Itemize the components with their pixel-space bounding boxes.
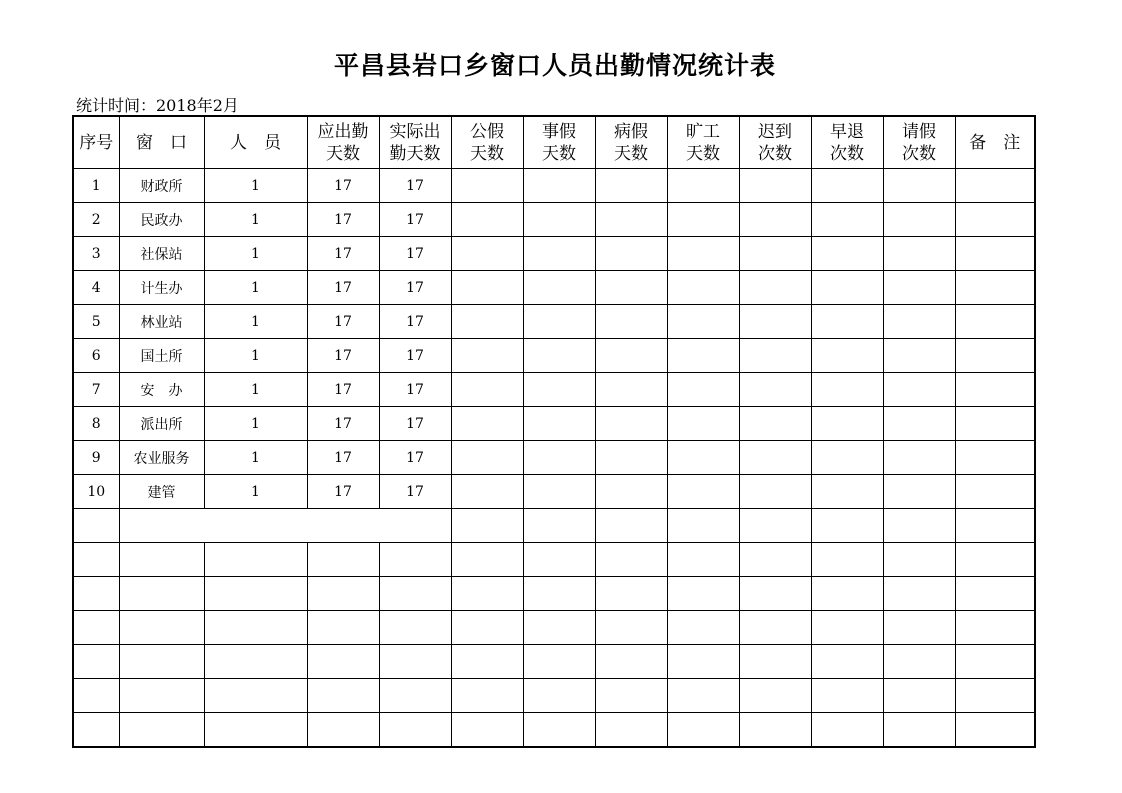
cell-empty xyxy=(119,611,204,645)
cell-empty xyxy=(667,373,739,407)
cell-empty xyxy=(811,373,883,407)
cell-empty xyxy=(667,543,739,577)
cell-actual-days: 17 xyxy=(379,305,451,339)
attendance-table xyxy=(72,115,1036,748)
table-row-blank xyxy=(73,645,1035,679)
header-sick-leave-line2: 天数 xyxy=(614,143,648,164)
cell-empty xyxy=(739,441,811,475)
cell-empty xyxy=(204,645,307,679)
cell-merged-empty xyxy=(119,509,451,543)
cell-empty xyxy=(811,611,883,645)
cell-due-days: 17 xyxy=(307,339,379,373)
cell-actual-days: 17 xyxy=(379,475,451,509)
cell-empty xyxy=(523,407,595,441)
table-row xyxy=(73,203,1035,237)
header-personal-leave xyxy=(523,116,595,169)
cell-empty xyxy=(811,509,883,543)
table-row xyxy=(73,305,1035,339)
cell-empty xyxy=(451,679,523,713)
cell-empty xyxy=(523,611,595,645)
cell-window: 社保站 xyxy=(119,237,204,271)
cell-empty xyxy=(811,271,883,305)
header-actual-days-line2: 勤天数 xyxy=(389,143,441,164)
cell-staff: 1 xyxy=(204,441,307,475)
cell-empty xyxy=(73,645,119,679)
cell-empty xyxy=(739,407,811,441)
cell-empty xyxy=(667,339,739,373)
table-row xyxy=(73,271,1035,305)
stat-time-label: 统计时间：2018年2月 xyxy=(76,96,239,115)
page-title: 平昌县岩口乡窗口人员出勤情况统计表 xyxy=(333,51,776,80)
cell-empty xyxy=(307,645,379,679)
cell-actual-days: 17 xyxy=(379,407,451,441)
cell-empty xyxy=(667,169,739,203)
cell-empty xyxy=(523,339,595,373)
header-early-leave-line1: 早退 xyxy=(830,121,864,142)
cell-empty xyxy=(451,645,523,679)
cell-empty xyxy=(119,543,204,577)
cell-empty xyxy=(739,373,811,407)
cell-empty xyxy=(204,611,307,645)
cell-empty xyxy=(811,169,883,203)
cell-empty xyxy=(119,645,204,679)
cell-staff: 1 xyxy=(204,237,307,271)
table-row-blank xyxy=(73,543,1035,577)
table-row xyxy=(73,237,1035,271)
cell-empty xyxy=(73,611,119,645)
cell-due-days: 17 xyxy=(307,305,379,339)
cell-seq: 4 xyxy=(73,271,119,305)
cell-empty xyxy=(523,373,595,407)
cell-empty xyxy=(523,475,595,509)
cell-empty xyxy=(451,203,523,237)
cell-empty xyxy=(955,373,1035,407)
cell-empty xyxy=(883,441,955,475)
cell-empty xyxy=(451,169,523,203)
cell-empty xyxy=(204,543,307,577)
cell-empty xyxy=(595,713,667,748)
cell-empty xyxy=(667,679,739,713)
cell-empty xyxy=(811,339,883,373)
cell-empty xyxy=(955,475,1035,509)
table-row xyxy=(73,339,1035,373)
cell-empty xyxy=(883,543,955,577)
header-due-days-line1: 应出勤 xyxy=(317,121,369,142)
header-actual-days-line1: 实际出 xyxy=(389,121,441,142)
cell-empty xyxy=(883,271,955,305)
cell-empty xyxy=(667,611,739,645)
cell-empty xyxy=(379,543,451,577)
cell-empty xyxy=(451,373,523,407)
cell-due-days: 17 xyxy=(307,203,379,237)
table-row-merged-blank xyxy=(73,509,1035,543)
cell-empty xyxy=(119,713,204,748)
cell-empty xyxy=(667,237,739,271)
cell-empty xyxy=(739,339,811,373)
cell-empty xyxy=(811,441,883,475)
cell-empty xyxy=(204,679,307,713)
cell-empty xyxy=(955,441,1035,475)
cell-empty xyxy=(667,203,739,237)
cell-empty xyxy=(811,475,883,509)
cell-window: 林业站 xyxy=(119,305,204,339)
header-absent-line1: 旷工 xyxy=(686,121,720,142)
cell-empty xyxy=(955,305,1035,339)
cell-empty xyxy=(595,339,667,373)
cell-empty xyxy=(955,645,1035,679)
table-row-blank xyxy=(73,611,1035,645)
cell-empty xyxy=(379,713,451,748)
cell-empty xyxy=(73,543,119,577)
cell-empty xyxy=(523,577,595,611)
cell-empty xyxy=(307,679,379,713)
cell-empty xyxy=(595,475,667,509)
cell-empty xyxy=(811,577,883,611)
cell-staff: 1 xyxy=(204,339,307,373)
cell-empty xyxy=(883,475,955,509)
header-seq: 序号 xyxy=(73,116,119,169)
cell-empty xyxy=(739,305,811,339)
cell-empty xyxy=(739,543,811,577)
cell-empty xyxy=(811,713,883,748)
cell-empty xyxy=(595,645,667,679)
cell-seq: 3 xyxy=(73,237,119,271)
cell-seq: 6 xyxy=(73,339,119,373)
cell-empty xyxy=(739,577,811,611)
cell-empty xyxy=(204,713,307,748)
cell-due-days: 17 xyxy=(307,373,379,407)
header-remarks: 备 注 xyxy=(955,116,1035,169)
cell-actual-days: 17 xyxy=(379,237,451,271)
table-row xyxy=(73,407,1035,441)
cell-empty xyxy=(883,305,955,339)
cell-staff: 1 xyxy=(204,407,307,441)
cell-empty xyxy=(811,543,883,577)
cell-due-days: 17 xyxy=(307,407,379,441)
cell-empty xyxy=(379,611,451,645)
cell-empty xyxy=(883,713,955,748)
cell-empty xyxy=(883,169,955,203)
cell-empty xyxy=(739,271,811,305)
cell-empty xyxy=(955,679,1035,713)
cell-empty xyxy=(667,645,739,679)
cell-empty xyxy=(204,577,307,611)
header-personal-leave-line2: 天数 xyxy=(542,143,576,164)
header-public-leave-line1: 公假 xyxy=(470,121,504,142)
cell-empty xyxy=(667,713,739,748)
cell-window: 建管 xyxy=(119,475,204,509)
cell-due-days: 17 xyxy=(307,271,379,305)
cell-empty xyxy=(883,611,955,645)
cell-empty xyxy=(955,713,1035,748)
cell-empty xyxy=(955,611,1035,645)
cell-empty xyxy=(451,543,523,577)
cell-empty xyxy=(739,203,811,237)
cell-empty xyxy=(595,679,667,713)
cell-empty xyxy=(73,509,119,543)
cell-seq: 7 xyxy=(73,373,119,407)
cell-empty xyxy=(595,543,667,577)
cell-empty xyxy=(883,509,955,543)
cell-due-days: 17 xyxy=(307,475,379,509)
cell-empty xyxy=(595,169,667,203)
cell-empty xyxy=(451,271,523,305)
cell-empty xyxy=(307,713,379,748)
table-row-blank xyxy=(73,679,1035,713)
header-personal-leave-line1: 事假 xyxy=(542,121,576,142)
cell-seq: 1 xyxy=(73,169,119,203)
cell-empty xyxy=(955,203,1035,237)
cell-actual-days: 17 xyxy=(379,169,451,203)
cell-empty xyxy=(739,237,811,271)
cell-empty xyxy=(883,203,955,237)
cell-empty xyxy=(955,577,1035,611)
cell-empty xyxy=(595,577,667,611)
cell-seq: 10 xyxy=(73,475,119,509)
cell-empty xyxy=(739,475,811,509)
cell-staff: 1 xyxy=(204,305,307,339)
cell-empty xyxy=(523,237,595,271)
cell-empty xyxy=(955,407,1035,441)
cell-empty xyxy=(523,645,595,679)
cell-empty xyxy=(811,407,883,441)
cell-empty xyxy=(595,305,667,339)
cell-staff: 1 xyxy=(204,271,307,305)
header-late-line1: 迟到 xyxy=(758,121,792,142)
header-leave-requests-line2: 次数 xyxy=(902,143,936,164)
cell-empty xyxy=(595,441,667,475)
cell-empty xyxy=(811,203,883,237)
table-row xyxy=(73,441,1035,475)
cell-staff: 1 xyxy=(204,475,307,509)
cell-empty xyxy=(73,679,119,713)
cell-seq: 8 xyxy=(73,407,119,441)
header-public-leave xyxy=(451,116,523,169)
header-early-leave-line2: 次数 xyxy=(830,143,864,164)
cell-empty xyxy=(955,169,1035,203)
cell-empty xyxy=(883,679,955,713)
cell-empty xyxy=(119,679,204,713)
header-actual-days xyxy=(379,116,451,169)
cell-empty xyxy=(307,611,379,645)
cell-empty xyxy=(595,271,667,305)
cell-staff: 1 xyxy=(204,203,307,237)
cell-empty xyxy=(451,441,523,475)
cell-empty xyxy=(523,509,595,543)
cell-empty xyxy=(883,645,955,679)
cell-empty xyxy=(451,339,523,373)
cell-empty xyxy=(451,475,523,509)
cell-empty xyxy=(667,441,739,475)
cell-actual-days: 17 xyxy=(379,373,451,407)
header-leave-requests-line1: 请假 xyxy=(902,121,936,142)
cell-actual-days: 17 xyxy=(379,203,451,237)
cell-empty xyxy=(883,237,955,271)
cell-seq: 2 xyxy=(73,203,119,237)
cell-empty xyxy=(451,611,523,645)
table-row xyxy=(73,169,1035,203)
table-row xyxy=(73,475,1035,509)
cell-empty xyxy=(523,713,595,748)
cell-empty xyxy=(451,407,523,441)
cell-empty xyxy=(523,543,595,577)
header-due-days-line2: 天数 xyxy=(326,143,360,164)
cell-staff: 1 xyxy=(204,169,307,203)
cell-empty xyxy=(955,339,1035,373)
cell-empty xyxy=(811,645,883,679)
cell-empty xyxy=(523,203,595,237)
cell-empty xyxy=(667,271,739,305)
cell-empty xyxy=(739,679,811,713)
header-sick-leave xyxy=(595,116,667,169)
cell-window: 国土所 xyxy=(119,339,204,373)
cell-empty xyxy=(955,543,1035,577)
cell-empty xyxy=(739,645,811,679)
cell-empty xyxy=(955,509,1035,543)
table-row xyxy=(73,373,1035,407)
cell-window: 计生办 xyxy=(119,271,204,305)
table-header-row xyxy=(73,116,1035,169)
cell-empty xyxy=(667,577,739,611)
cell-empty xyxy=(307,543,379,577)
cell-window: 派出所 xyxy=(119,407,204,441)
cell-window: 民政办 xyxy=(119,203,204,237)
cell-empty xyxy=(667,407,739,441)
header-sick-leave-line1: 病假 xyxy=(614,121,648,142)
header-staff: 人 员 xyxy=(204,116,307,169)
cell-empty xyxy=(739,611,811,645)
table-row-blank xyxy=(73,577,1035,611)
cell-actual-days: 17 xyxy=(379,339,451,373)
cell-empty xyxy=(955,271,1035,305)
cell-empty xyxy=(523,305,595,339)
header-public-leave-line2: 天数 xyxy=(470,143,504,164)
cell-empty xyxy=(451,305,523,339)
cell-window: 财政所 xyxy=(119,169,204,203)
cell-actual-days: 17 xyxy=(379,271,451,305)
cell-empty xyxy=(811,679,883,713)
cell-empty xyxy=(523,169,595,203)
cell-empty xyxy=(883,339,955,373)
table-row-blank xyxy=(73,713,1035,748)
cell-empty xyxy=(883,577,955,611)
cell-empty xyxy=(451,237,523,271)
cell-empty xyxy=(595,203,667,237)
header-early-leave xyxy=(811,116,883,169)
cell-empty xyxy=(667,305,739,339)
cell-empty xyxy=(523,679,595,713)
cell-empty xyxy=(451,713,523,748)
cell-actual-days: 17 xyxy=(379,441,451,475)
cell-empty xyxy=(379,645,451,679)
header-window: 窗 口 xyxy=(119,116,204,169)
header-late xyxy=(739,116,811,169)
cell-empty xyxy=(451,577,523,611)
header-absent xyxy=(667,116,739,169)
cell-empty xyxy=(73,577,119,611)
header-leave-requests xyxy=(883,116,955,169)
cell-empty xyxy=(739,509,811,543)
cell-empty xyxy=(379,679,451,713)
cell-empty xyxy=(595,237,667,271)
cell-empty xyxy=(811,305,883,339)
cell-empty xyxy=(595,611,667,645)
header-late-line2: 次数 xyxy=(758,143,792,164)
cell-seq: 5 xyxy=(73,305,119,339)
cell-due-days: 17 xyxy=(307,169,379,203)
cell-due-days: 17 xyxy=(307,237,379,271)
header-due-days xyxy=(307,116,379,169)
cell-empty xyxy=(667,475,739,509)
cell-empty xyxy=(883,407,955,441)
cell-empty xyxy=(307,577,379,611)
cell-empty xyxy=(119,577,204,611)
cell-empty xyxy=(667,509,739,543)
cell-empty xyxy=(523,441,595,475)
cell-window: 安 办 xyxy=(119,373,204,407)
cell-empty xyxy=(595,373,667,407)
cell-empty xyxy=(595,407,667,441)
cell-empty xyxy=(739,169,811,203)
cell-empty xyxy=(595,509,667,543)
header-absent-line2: 天数 xyxy=(686,143,720,164)
cell-empty xyxy=(379,577,451,611)
cell-staff: 1 xyxy=(204,373,307,407)
cell-empty xyxy=(523,271,595,305)
cell-empty xyxy=(811,237,883,271)
cell-empty xyxy=(739,713,811,748)
cell-empty xyxy=(73,713,119,748)
cell-empty xyxy=(451,509,523,543)
cell-window: 农业服务 xyxy=(119,441,204,475)
cell-seq: 9 xyxy=(73,441,119,475)
cell-empty xyxy=(883,373,955,407)
cell-due-days: 17 xyxy=(307,441,379,475)
cell-empty xyxy=(955,237,1035,271)
